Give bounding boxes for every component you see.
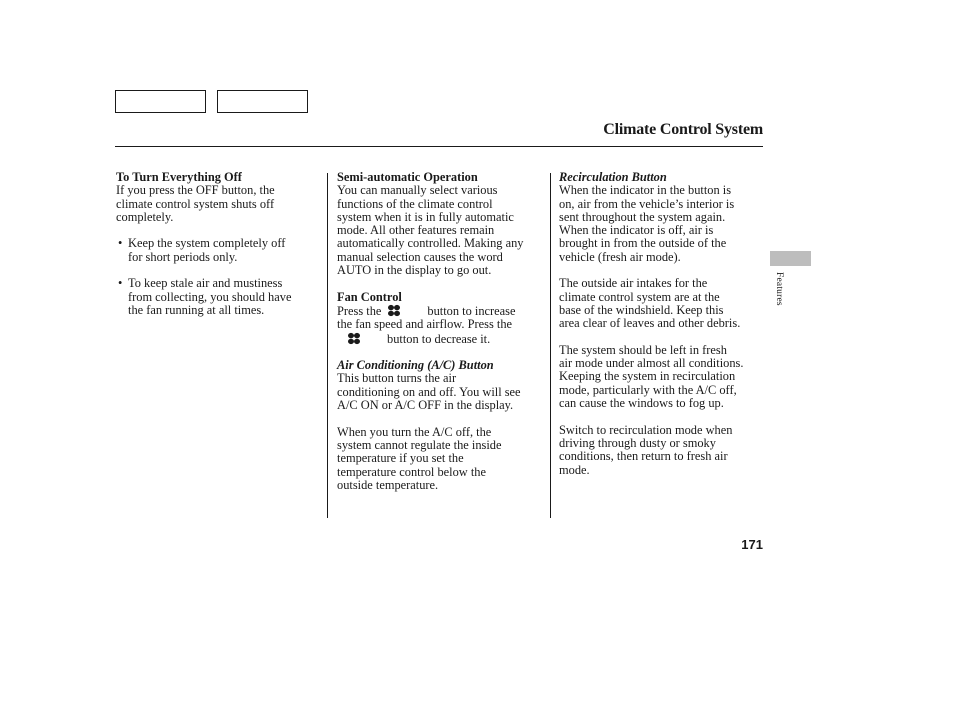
text-line: You can manually select various [337, 183, 498, 198]
text-line: on, air from the vehicle’s interior is [559, 196, 735, 211]
section-tab-marker[interactable] [770, 251, 811, 266]
column-3 [559, 171, 764, 477]
text-line: When you turn the A/C off, the [337, 424, 492, 439]
text-line: Keep the system completely off [128, 236, 286, 251]
text-line: If you press the OFF button, the [116, 183, 275, 198]
text-line: air mode under almost all conditions. [559, 356, 744, 371]
text-line: sent throughout the system again. [559, 209, 726, 224]
nav-box-right[interactable] [217, 90, 308, 113]
fan-icon [347, 332, 361, 345]
text-line: automatically controlled. Making any [337, 236, 524, 251]
text-line: conditions, then return to fresh air [559, 449, 728, 464]
column-divider-2 [550, 173, 551, 518]
text-line: mode. [559, 462, 590, 477]
section-heading-semi-automatic: Semi-automatic Operation [337, 170, 478, 184]
text-fragment: button to decrease it. [387, 331, 491, 346]
text-line: AUTO in the display to go out. [337, 263, 492, 278]
text-line: climate control system are at the [559, 289, 720, 304]
section-heading-fan-control: Fan Control [337, 289, 402, 304]
text-line: driving through dusty or smoky [559, 435, 716, 450]
text-line: climate control system shuts off [116, 196, 275, 211]
text-line: mode, particularly with the A/C off, [559, 382, 737, 397]
paragraph [337, 372, 545, 412]
text-line: Switch to recirculation mode when [559, 422, 733, 437]
section-heading-recirculation: Recirculation Button [559, 170, 667, 184]
text-line: the fan running at all times. [128, 302, 265, 317]
text-line: The outside air intakes for the [559, 276, 708, 291]
text-fragment: button to increase [427, 303, 516, 318]
paragraph [337, 184, 545, 277]
section-tab-label: Features [774, 272, 784, 306]
column-divider-1 [327, 173, 328, 518]
fan-icon [387, 304, 401, 317]
bullet-dot: • [118, 236, 123, 251]
paragraph [337, 426, 545, 492]
text-line: system cannot regulate the inside [337, 437, 502, 452]
text-line: functions of the climate control [337, 196, 493, 211]
text-line: A/C ON or A/C OFF in the display. [337, 398, 514, 413]
bullet-dot: • [118, 276, 123, 291]
text-line: conditioning on and off. You will see [337, 384, 521, 399]
text-line: outside temperature. [337, 477, 439, 492]
text-line: manual selection causes the word [337, 249, 503, 264]
text-line: area clear of leaves and other debris. [559, 316, 741, 331]
text-line: temperature control below the [337, 464, 486, 479]
text-line: When the indicator is off, air is [559, 223, 714, 238]
text-line: brought in from the outside of the [559, 236, 727, 251]
paragraph [337, 304, 545, 346]
paragraph [559, 424, 764, 477]
section-heading-turn-off: To Turn Everything Off [116, 170, 242, 184]
section-heading-air-conditioning: Air Conditioning (A/C) Button [337, 358, 494, 373]
text-line: base of the windshield. Keep this [559, 302, 724, 317]
column-2 [337, 171, 545, 492]
text-line: This button turns the air [337, 371, 457, 386]
bullet-item [116, 277, 316, 317]
text-line: To keep stale air and mustiness [128, 276, 283, 291]
paragraph [559, 184, 764, 264]
page-title: Climate Control System [603, 121, 763, 138]
text-line: completely. [116, 209, 174, 224]
text-line: temperature if you set the [337, 451, 464, 466]
paragraph [559, 344, 764, 410]
paragraph [559, 277, 764, 330]
paragraph [116, 184, 316, 224]
bullet-item [116, 237, 316, 264]
text-line: Keeping the system in recirculation [559, 369, 736, 384]
text-line: can cause the windows to fog up. [559, 396, 724, 411]
text-line: system when it is in fully automatic [337, 209, 514, 224]
column-1 [116, 171, 316, 317]
text-line: When the indicator in the button is [559, 183, 732, 198]
text-line: vehicle (fresh air mode). [559, 249, 681, 264]
text-line: from collecting, you should have [128, 289, 292, 304]
text-line: The system should be left in fresh [559, 342, 727, 357]
text-line: the fan speed and airflow. Press the [337, 317, 513, 332]
page-number: 171 [741, 537, 763, 552]
nav-box-left[interactable] [115, 90, 206, 113]
header-divider [115, 146, 763, 147]
text-fragment: Press the [337, 303, 382, 318]
text-line: mode. All other features remain [337, 223, 495, 238]
text-line: for short periods only. [128, 249, 238, 264]
